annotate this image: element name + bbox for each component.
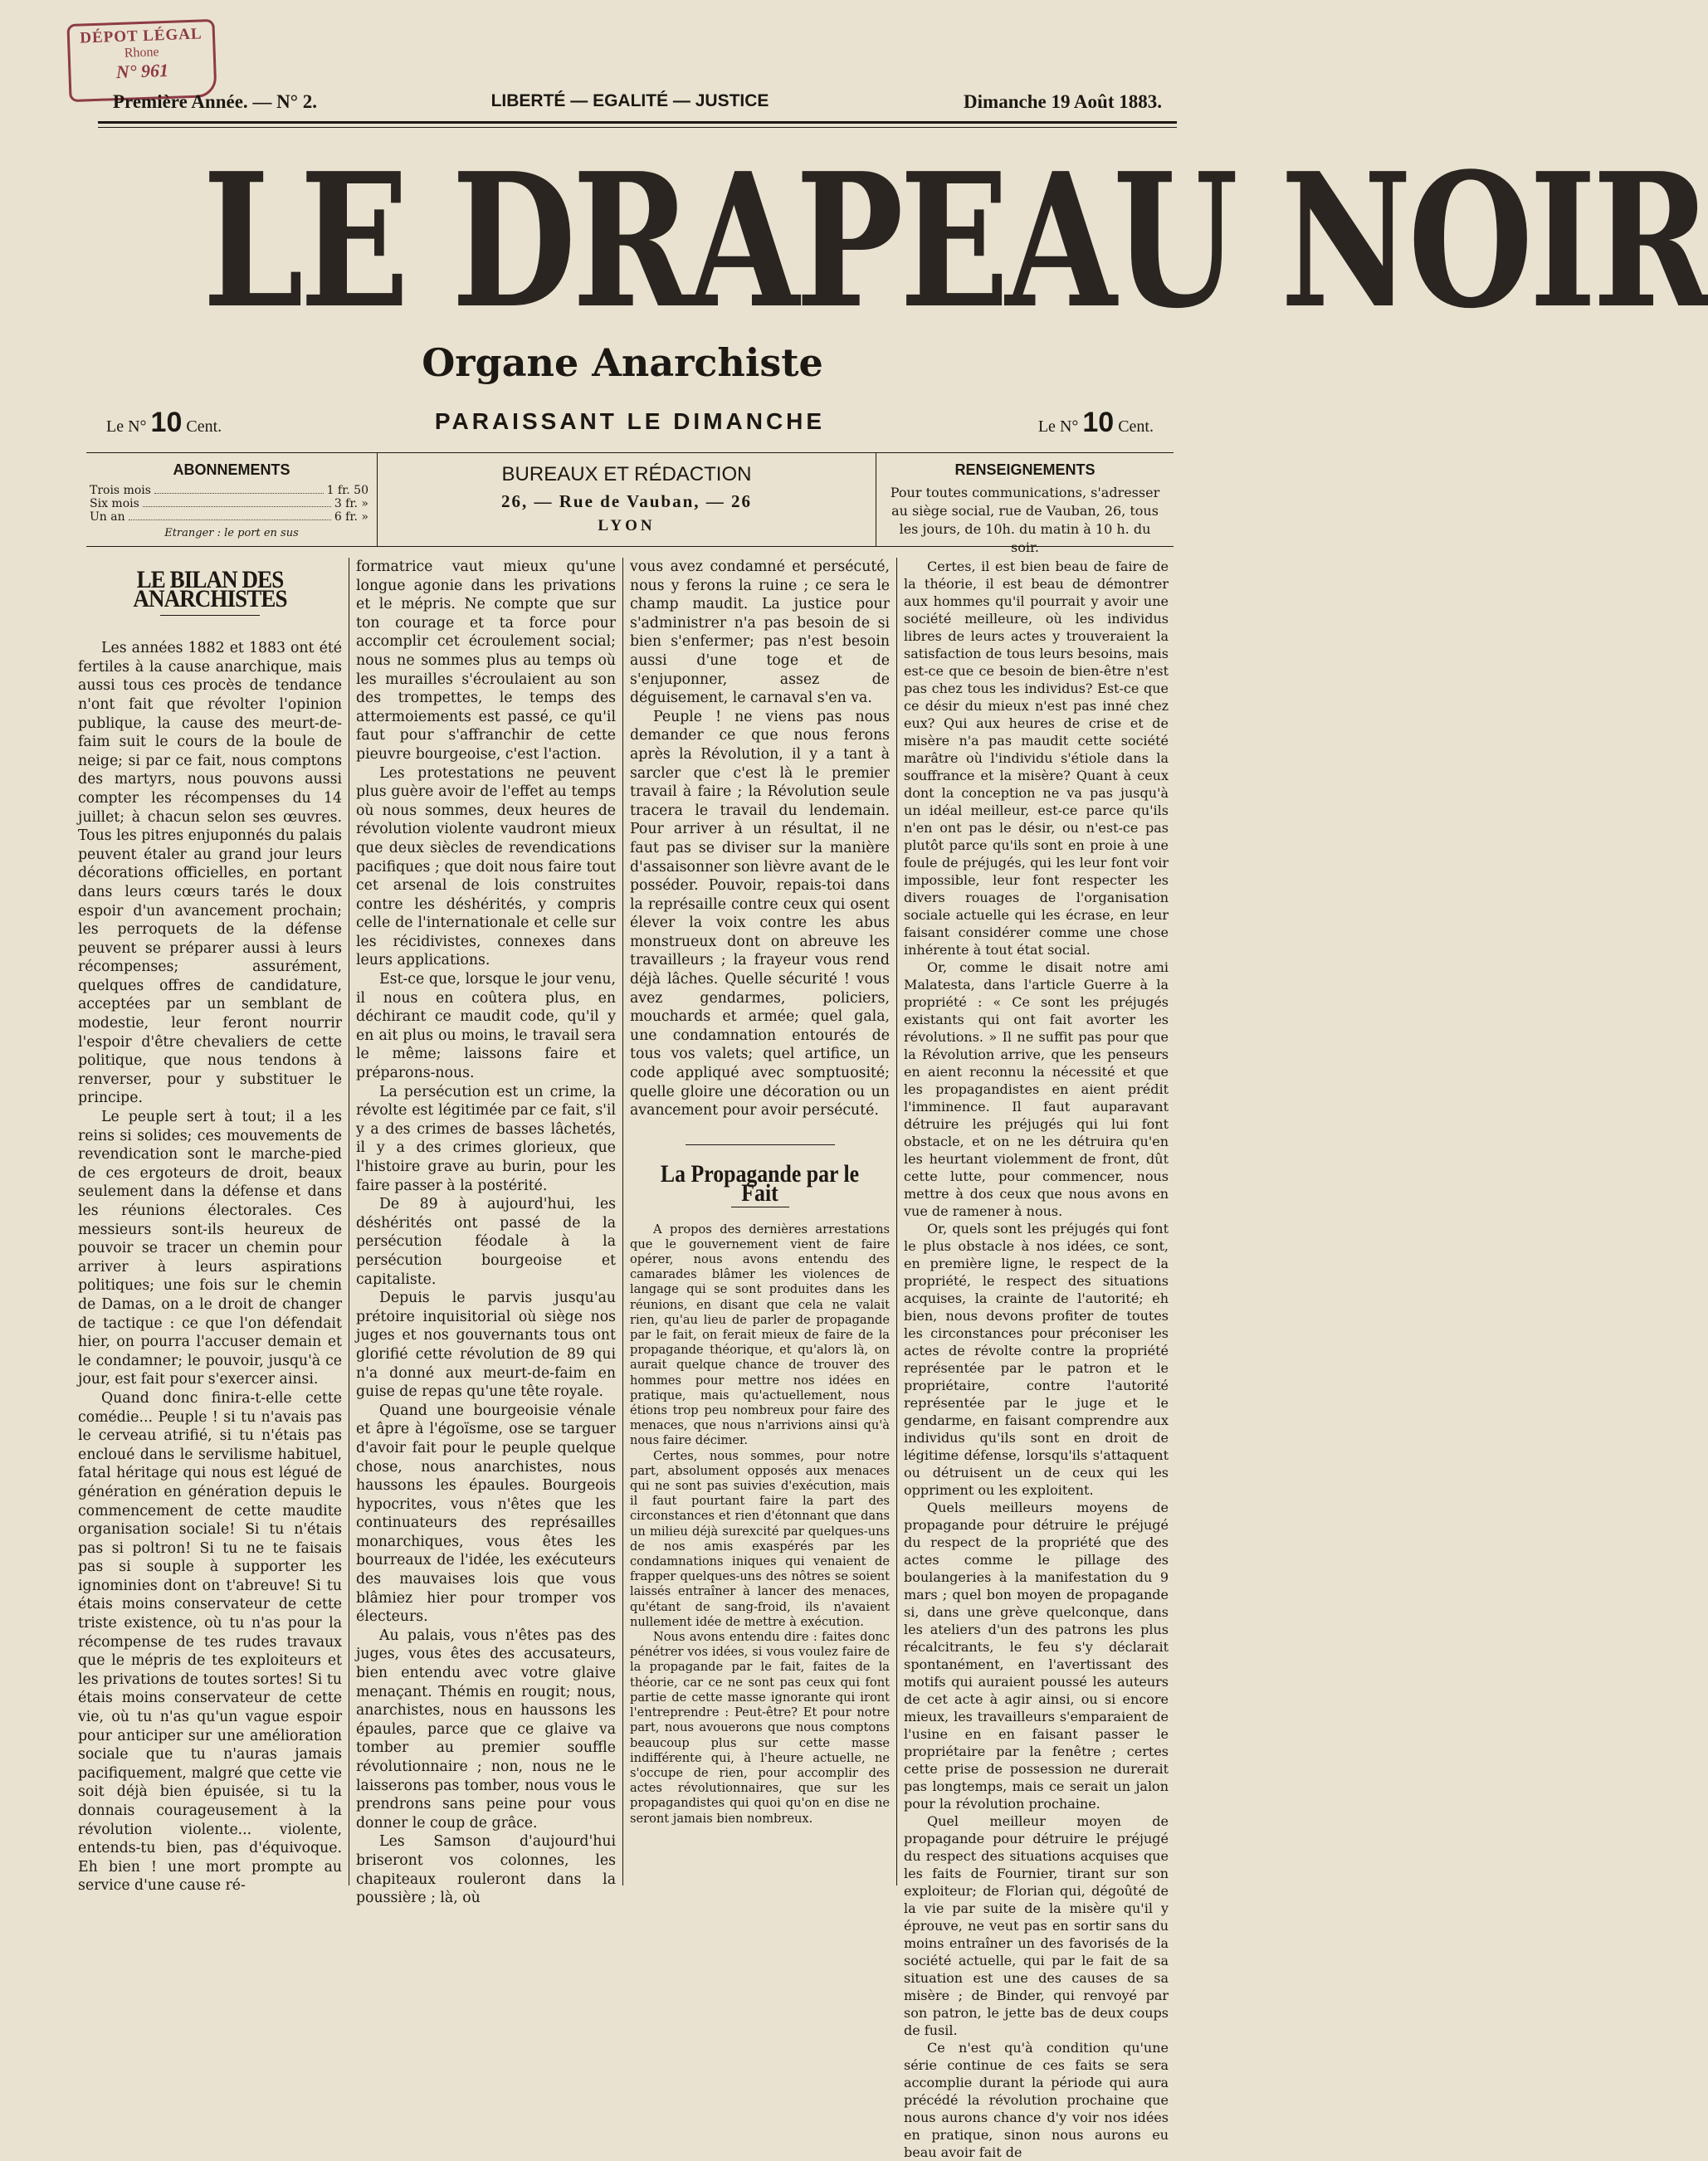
column-4 xyxy=(896,558,1175,2160)
price-right xyxy=(1038,407,1154,439)
column-2 xyxy=(349,558,622,1907)
abonnements-heading: ABONNEMENTS xyxy=(173,461,290,478)
issue-number: Première Année. — N° 2. xyxy=(113,91,317,112)
bureaux-city: LYON xyxy=(598,517,656,534)
paragraph: De 89 à aujourd'hui, les déshérités ont passé de la persécution féodale à la persécution bourgeoise et capitaliste. xyxy=(356,1196,616,1288)
dateline xyxy=(98,91,1162,116)
paragraph: Les Samson d'aujourd'hui briseront vos colonnes, les chapiteaux rouleront dans la poussière ; là, où xyxy=(356,1833,616,1907)
renseignements-box xyxy=(876,453,1174,555)
price-prefix: Le N° xyxy=(106,417,147,436)
paragraph: Certes, il est bien beau de faire de la théorie, il est beau de démontrer aux hommes qu'il pourrait y avoir une société meilleure, où les individus libres de leurs actes y trouveraient la satisfaction de tous leurs besoins, mais est-ce que ce besoin de bien-être n'est pas chez tous les individus? Est-ce que ce désir du mieux n'est pas inné chez eux? Qui aux heures de crise et de misère n'a pas maudit cette société marâtre où l'individu s'étiole dans la souffrance et la misère? Quant à ceux dont la conception ne va pas jusqu'à un idéal meilleur, est-ce parce qu'ils n'en ont pas le désir, ou n'est-ce pas plutôt parce qu'ils sont en proie à une foule de préjugés, qui les leur font voir impossible, leur font respecter les divers rouages de l'organisation sociale actuelle qui les écrase, en leur faisant considérer comme une chose inhérente à tout état social. xyxy=(904,559,1169,958)
abo-label: Un an xyxy=(90,510,125,524)
paragraph: Or, quels sont les préjugés qui font le plus obstacle à nos idées, ce sont, en première ligne, le respect de la propriété, le respect des situations acquises, la crainte de l'autorité; eh bien, nous devons profiter de toutes les circonstances pour préconiser les actes de révolte contre la propriété représentée par le patron et le propriétaire, contre l'autorité représentée par le juge et le gendarme, en faisant comprendre aux individus qu'ils sont en droit de légitime défense, lorsqu'ils s'attaquent ou détruisent un de ceux qui les oppriment ou les exploitent. xyxy=(904,1221,1169,1498)
masthead-subtitle: Organe Anarchiste xyxy=(422,340,823,385)
price-unit: Cent. xyxy=(1118,417,1154,436)
paragraph: A propos des dernières arrestations que le gouvernement vient de faire opérer, nous avons entendu des camarades blâmer les violences de langage qui se sont produites dans les réunions, en disant que cela ne valait rien, qu'au lieu de parler de propagande par le fait, on ferait mieux de faire de la propagande théorique, et qu'alors là, on aurait quelque chance de trouver des hommes pour mettre nos idées en pratique, mais qu'actuellement, nous étions trop peu nombreux pour faire des menaces, que nous n'arrivions ainsi qu'à nous faire décimer. xyxy=(630,1222,890,1448)
stamp-line-3: N° 961 xyxy=(115,59,169,83)
abo-label: Trois mois xyxy=(90,484,151,497)
paragraph: Depuis le parvis jusqu'au prétoire inquisitorial où siège nos juges et nos gouvernants tous ont glorifié cette révolution de 89 qui n'a donné aux meurt-de-faim en guise de repas qu'une tête royale. xyxy=(356,1290,616,1401)
bureaux-address: 26, — Rue de Vauban, — 26 xyxy=(500,491,753,511)
paragraph: Or, comme le disait notre ami Malatesta, dans l'article Guerre à la propriété : « Ce sont les préjugés existants qui ont fait avorter les révolutions. » Il ne suffit pas pour que la Révolution arrive, que les penseurs en aient reconnu la nécessité et que les propagandistes en aient prédit l'imminence. Il faut auparavant détruire les préjugés qui lui font obstacle, et on ne les détruira qu'en les heurtant violemment de front, dût cette lutte, pour commencer, nous mettre à dos ceux que nous avons en vue de ramener à nous. xyxy=(904,959,1169,1219)
paragraph: vous avez condamné et persécuté, nous y ferons la ruine ; ce sera le champ maudit. La justice pour s'administrer n'a pas besoin de si bien s'enfermer; pas n'est besoin aussi d'une toge et de s'enjuponner, assez de déguisement, le carnaval s'en va. xyxy=(630,559,890,707)
abo-price: 1 fr. 50 xyxy=(326,484,368,497)
paragraph: Est-ce que, lorsque le jour venu, il nous en coûtera plus, en déchirant ce maudit code, qu'il y en ait plus ou moins, le travail sera le même; laissons faire et préparons-nous. xyxy=(356,971,616,1082)
paragraph: Quand donc finira-t-elle cette comédie... Peuple ! si tu n'avais pas le cerveau atrifié, si tu n'étais pas encloué dans le servilisme habituel, fatal héritage qui nous est légué de génération en génération depuis le commencement de cette maudite organisation sociale! Si tu n'étais pas si poltron! Si tu ne te faisais pas si souple à supporter les ignominies dont on t'abreuve! Si tu étais moins conservateur de cette triste existence, où tu n'as pour la récompense de tes rudes travaux que le mépris de tes exploiteurs et les privations de toutes sortes! Si tu étais moins conservateur de cette vie, où tu n'as qu'un vague espoir pour anticiper sur une amélioration sociale que tu n'auras jamais pacifiquement, malgré que cette vie soit déjà bien épuisée, si tu la donnais courageusement à la révolution violente... violente, entends-tu bien, pas d'équivoque. Eh bien ! une mort prompte au service d'une cause ré- xyxy=(78,1389,342,1895)
article-2-title: La Propagande par le Fait xyxy=(660,1160,860,1207)
paragraph: La persécution est un crime, la révolte est légitimée par ce fait, s'il y a des crimes de basses lâchetés, il y a des crimes glorieux, que l'histoire grave au burin, pour les faire passer à la postérité. xyxy=(356,1083,616,1194)
schedule: PARAISSANT LE DIMANCHE xyxy=(434,408,826,434)
stamp-line-1: DÉPOT LÉGAL xyxy=(79,25,203,47)
price-unit: Cent. xyxy=(186,417,222,436)
article-1-title: LE BILAN DES ANARCHISTES xyxy=(133,566,287,612)
bureaux-box xyxy=(377,453,876,546)
price-prefix: Le N° xyxy=(1037,417,1079,436)
article-columns xyxy=(71,558,1175,2160)
paragraph: Les protestations ne peuvent plus guère avoir de l'effet au temps où nous sommes, deux heures de révolution violente vaudront mieux que deux siècles de revendications pacifiques ; que doit nous faire tout cet arsenal de lois construites contre les déshérités, y compris celle de l'internationale et celle sur les récidivistes, connexes dans leurs applications. xyxy=(356,764,616,969)
abo-note: Etranger : le port en sus xyxy=(164,527,299,539)
renseignements-text: Pour toutes communications, s'adresser au siège social, rue de Vauban, 26, tous les jours, de 10h. du matin à 10 h. du soir. xyxy=(890,485,1160,555)
abo-row xyxy=(86,497,377,510)
depot-legal-stamp xyxy=(66,19,217,102)
abo-row xyxy=(86,484,377,497)
info-box xyxy=(86,452,1174,555)
abo-price: 3 fr. » xyxy=(334,497,368,510)
price-amount: 10 xyxy=(1082,407,1115,438)
column-3 xyxy=(622,558,896,1885)
abo-row xyxy=(86,510,377,524)
paragraph: Au palais, vous n'êtes pas des juges, vous êtes des accusateurs, bien entendu avec votre glaive menaçant. Thémis en rougit; nous, anarchistes, nous en haussons les épaules, parce que ce glaive va tomber au premier souffle révolutionnaire ; non, nous ne le laisserons pas tomber, nous vous le prendrons sans peine pour vous donner le coup de grâce. xyxy=(356,1627,616,1832)
price-line xyxy=(106,407,1154,437)
column-1 xyxy=(71,558,349,1895)
price-amount: 10 xyxy=(150,407,183,438)
renseignements-heading: RENSEIGNEMENTS xyxy=(954,461,1096,478)
paragraph: Ce n'est qu'à condition qu'une série continue de ces faits se sera accomplie durant la période qui aura précédé la révolution prochaine que nous aurons chance d'y voir nos idées en pratique, sinon nous aurons eu beau avoir fait de xyxy=(904,2040,1169,2160)
paragraph: Les années 1882 et 1883 ont été fertiles à la cause anarchique, mais aussi tous ces procès de tendance n'ont fait que révolter l'opinion publique, la cause des meurt-de-faim suit le cours de la boule de neige; si par ce fait, nous comptons des martyrs, nous pouvons aussi compter les récompenses du 14 juillet; à chacun selon ses œuvres. Tous les pitres enjuponnés du palais peuvent étaler au grand jour leurs décorations officielles, en portant dans leurs cœurs tarés le doux espoir d'un avancement prochain; les perroquets de la défense peuvent se préparer aussi à leurs récompenses; assurément, quelques offres de candidature, acceptées par un semblant de modestie, leur feront nourrir l'espoir d'être chevaliers de cette politique, que nous tendons à renverser, pour y substituer le principe. xyxy=(78,640,343,1107)
abo-label: Six mois xyxy=(90,497,139,510)
paragraph: Quels meilleurs moyens de propagande pour détruire le préjugé du respect de la propriété que des actes comme le pillage des boulangeries à la manifestation du 9 mars ; quel bon moyen de propagande si, dans une grève quelconque, dans les ateliers d'un des patrons les plus récalcitrants, le feu s'y déclarait spontanément, en l'avertissant des motifs qui auraient poussé les auteurs de cet acte à agir ainsi, ou si encore mieux, les travailleurs s'emparaient de l'usine en en faisant passer le propriétaire par la fenêtre ; certes cette prise de possession ne durerait pas longtemps, mais ce serait un jalon pour la révolution prochaine. xyxy=(904,1500,1169,1812)
stamp-line-2: Rhone xyxy=(124,45,159,61)
paragraph: Peuple ! ne viens pas nous demander ce que nous ferons après la Révolution, il y a tant à sarcler que c'est là le premier travail à faire ; la Révolution seule tracera le travail du lendemain. Pour arriver à un résultat, il ne faut pas se diviser sur la manière d'assaisonner son lièvre avant de le posséder. Pouvoir, repais-toi dans la représaille contre ceux qui osent élever la voix contre les abus monstrueux dont on abreuve les travailleurs ; la frayeur vous rend déjà lâches. Quelle sécurité ! vous avez gendarmes, policiers, mouchards et armée; quel gala, une condamnation entourés de tous vos valets; quel artifice, un code appliqué avec somptuosité; quelle gloire une décoration ou un avancement pour avoir persécuté. xyxy=(630,708,890,1120)
paragraph: Nous avons entendu dire : faites donc pénétrer vos idées, si vous voulez faire de la propagande par le fait, faites de la théorie, car ce ne sont pas ceux qui font partie de cette masse ignorante qui iront l'entreprendre : Peut-être? Et pour notre part, nous avouerons que nous comptons beaucoup plus sur cette masse indifférente qui, à l'heure actuelle, ne s'occupe de rien, pour accomplir des actes révolutionnaires, que sur les propagandistes qui quoi qu'on en dise ne seront jamais bien nombreux. xyxy=(630,1630,890,1826)
separator xyxy=(630,1132,890,1151)
paragraph: Quand une bourgeoisie vénale et âpre à l'égoïsme, ose se targuer d'avoir fait pour le peuple quelque chose, nous anarchistes, nous haussons les épaules. Bourgeois hypocrites, vous n'êtes que les continuateurs des représailles monarchiques, vous êtes les bourreaux de l'idée, les exécuteurs des mauvaises lois que vous blâmiez hier pour tromper vos électeurs. xyxy=(356,1402,616,1626)
masthead-title: LE DRAPEAU NOIR xyxy=(203,134,1708,349)
double-rule xyxy=(98,121,1177,128)
motto: LIBERTÉ — EGALITÉ — JUSTICE xyxy=(490,91,769,110)
abonnements-box xyxy=(86,453,377,546)
paragraph: Le peuple sert à tout; il a les reins si solides; ces mouvements de revendication sont le marche-pied de ces ergoteurs de droit, beaux seulement dans la défense et dans les réunions électorales. Ces messieurs sont-ils heureux de pouvoir se tracer un chemin pour arriver à leurs aspirations politiques; une fois sur le chemin de Damas, on a le droit de changer de tactique : ce que l'on défendait hier, on pourra l'accuser demain et le condamner; le pouvoir, jusqu'à ce jour, est fait pour s'exercer ainsi. xyxy=(78,1109,342,1388)
paragraph: formatrice vaut mieux qu'une longue agonie dans les privations et le mépris. Ne compte que sur ton courage et ta force pour accomplir cet écroulement social; nous ne sommes plus au temps où les murailles s'écroulaient au son des trompettes, le temps des attermoiements est passé, ce qu'il faut pour s'affranchir de cette pieuvre bourgeoise, c'est l'action. xyxy=(356,559,616,763)
abo-price: 6 fr. » xyxy=(334,510,368,524)
paragraph: Quel meilleur moyen de propagande pour détruire le préjugé du respect des situations acquises que les faits de Fournier, tirant sur son exploiteur; de Florian qui, dégoûté de la vie par suite de la misère qu'il y éprouve, ne veut pas en sortir sans du moins entraîner un des favorisés de la société actuelle, qui par le fait de sa situation est une des causes de sa misère ; de Binder, qui renvoyé par son patron, le jette bas de deux coups de fusil. xyxy=(904,1813,1169,2038)
issue-date: Dimanche 19 Août 1883. xyxy=(964,91,1162,112)
paragraph: Certes, nous sommes, pour notre part, absolument opposés aux menaces qui ne sont pas suivies d'exécution, mais il faut pourtant faire la part des circonstances et rien d'étonnant que dans un milieu déjà surexcité par quelques-uns de nos amis exaspérés par les condamnations iniques qui venaient de frapper quelques-uns des nôtres se soient laissés entraîner à lancer des menaces, qu'étant de sang-froid, ils n'avaient nullement idée de mettre à exécution. xyxy=(630,1448,890,1629)
bureaux-heading: BUREAUX ET RÉDACTION xyxy=(501,463,752,485)
